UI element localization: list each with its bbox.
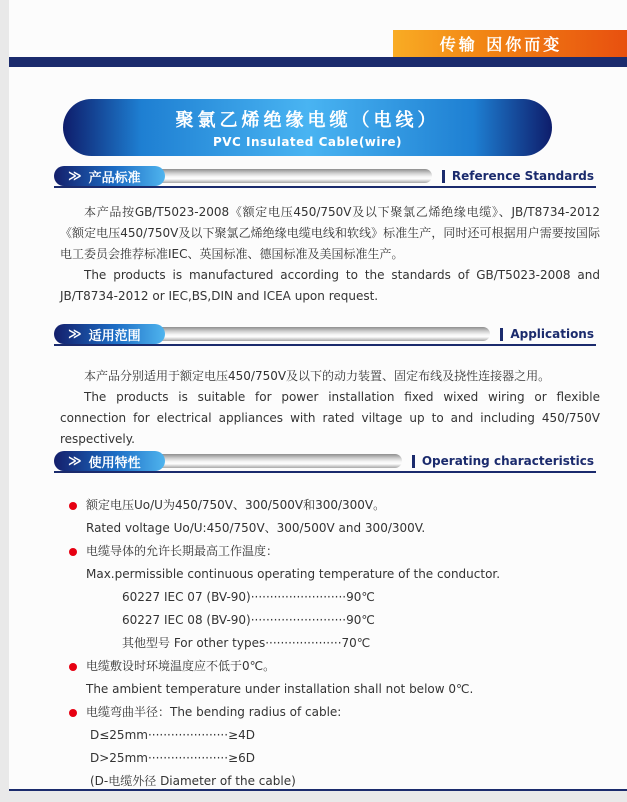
standards-paragraph [60, 202, 600, 307]
list-item [60, 563, 604, 586]
list-item [60, 517, 604, 540]
list-item-text: 额定电压Uo/U为450/750V、300/500V和300/300V。 [86, 498, 386, 512]
bullet-icon [69, 663, 77, 671]
applications-text-zh: 本产品分别适用于额定电压450/750V及以下的动力装置、固定布线及挠性连接器之用。 [84, 369, 551, 383]
list-item [60, 609, 604, 632]
section-header-applications [54, 324, 596, 346]
double-chevron-icon: ≫ [68, 453, 82, 469]
section-header-operating-characteristics [54, 451, 596, 473]
slogan-text: 传输 因你而变 [439, 35, 563, 54]
section-pill [54, 451, 165, 471]
list-item-text: D≤25mm·····················≥4D [90, 728, 255, 742]
section-pill [54, 166, 165, 186]
product-title-zh: 聚氯乙烯绝缘电缆（电线） [175, 110, 440, 131]
list-item [60, 678, 604, 701]
list-item-text: (D-电缆外径 Diameter of the cable) [90, 774, 296, 788]
list-item [60, 586, 604, 609]
operating-characteristics-list [60, 494, 604, 793]
label-divider-bar [500, 328, 503, 341]
section-title-zh: 适用范围 [88, 328, 141, 344]
product-title-en: PVC Insulated Cable(wire) [212, 135, 403, 149]
section-title-en: Applications [510, 327, 594, 341]
list-item-text: 60227 IEC 07 (BV-90)·························90℃ [122, 590, 375, 604]
applications-paragraph [60, 366, 600, 450]
list-item-text: 电缆敷设时环境温度应不低于0℃。 [86, 659, 276, 673]
applications-text-en: The products is suitable for power installation fixed wixed wiring or flexible connection for electrical appliances with rated viltage up to and including 450/750V respectively. [60, 390, 600, 446]
list-item [60, 701, 604, 724]
section-title-zh: 产品标准 [88, 170, 141, 186]
list-item-text: 电缆弯曲半径：The bending radius of cable: [86, 705, 342, 719]
list-item-text: Rated voltage Uo/U:450/750V、300/500V and 300/300V. [86, 521, 426, 535]
list-item-text: 电缆导体的允许长期最高工作温度： [86, 544, 279, 558]
bullet-icon [69, 548, 77, 556]
section-band [151, 327, 491, 341]
bullet-icon [69, 709, 77, 717]
product-title-banner [63, 99, 552, 156]
catalog-page [9, 0, 627, 791]
list-item-text: The ambient temperature under installation shall not below 0℃. [86, 682, 474, 696]
section-header-reference-standards [54, 166, 596, 188]
list-item [60, 724, 604, 747]
list-item [60, 494, 604, 517]
standards-text-en: The products is manufactured according to the standards of GB/T5023-2008 and JB/T8734-2012 or IEC,BS,DIN and ICEA upon request. [60, 268, 600, 303]
label-divider-bar [412, 455, 415, 468]
section-band [151, 169, 432, 183]
list-item [60, 747, 604, 770]
section-title-en: Operating characteristics [421, 454, 594, 468]
section-band [151, 454, 402, 468]
label-divider-bar [442, 170, 445, 183]
list-item-text: 60227 IEC 08 (BV-90)·························90℃ [122, 613, 375, 627]
slogan-banner [393, 30, 627, 57]
top-rule-bar [9, 57, 627, 67]
list-item-text: 其他型号 For other types····················70℃ [122, 636, 371, 650]
list-item [60, 632, 604, 655]
standards-text-zh: 本产品按GB/T5023-2008《额定电压450/750V及以下聚氯乙烯绝缘电缆》、JB/T8734-2012《额定电压450/750V及以下聚氯乙烯绝缘电缆电线和软线》标准生产，同时还可根据用户需要按国际电工委员会推荐标准IEC、英国标准、德国标准及美国标准生产。 [60, 205, 600, 261]
section-title-zh: 使用特性 [88, 455, 141, 471]
list-item [60, 655, 604, 678]
list-item-text: D>25mm·····················≥6D [90, 751, 255, 765]
section-title-en-wrap [500, 327, 596, 341]
section-title-en-wrap [412, 454, 596, 468]
double-chevron-icon: ≫ [68, 326, 82, 342]
list-item [60, 540, 604, 563]
bullet-icon [69, 502, 77, 510]
section-title-en-wrap [442, 169, 596, 183]
list-item-text: Max.permissible continuous operating temperature of the conductor. [86, 567, 501, 581]
list-item [60, 770, 604, 793]
section-pill [54, 324, 165, 344]
double-chevron-icon: ≫ [68, 168, 82, 184]
section-title-en: Reference Standards [451, 169, 594, 183]
